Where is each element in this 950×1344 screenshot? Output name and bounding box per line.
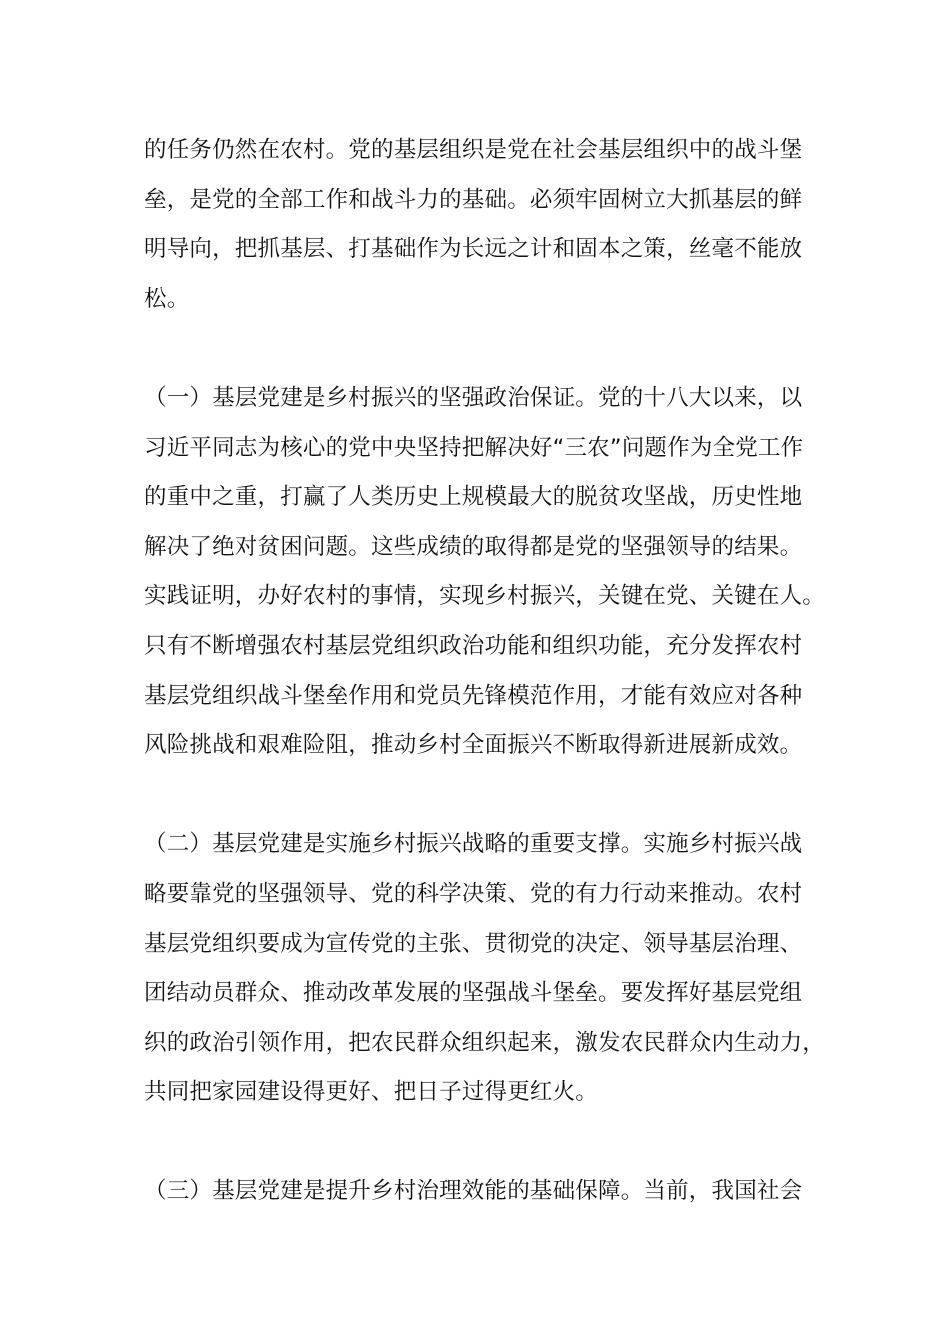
text-line: 基层党组织战斗堡垒作用和党员先锋模范作用，才能有效应对各种 — [144, 682, 803, 709]
paragraph-intro — [144, 126, 834, 324]
text-line: 的重中之重，打赢了人类历史上规模最大的脱贫攻坚战，历史性地 — [144, 484, 803, 511]
text-line: 解决了绝对贫困问题。这些成绩的取得都是党的坚强领导的结果。 — [144, 533, 803, 560]
text-line: 只有不断增强农村基层党组织政治功能和组织功能，充分发挥农村 — [144, 632, 803, 659]
text-line: 实践证明，办好农村的事情，实现乡村振兴，关键在党、关键在人。 — [144, 583, 826, 610]
document-body — [144, 126, 834, 1267]
text-line: 共同把家园建设得更好、把日子过得更红火。 — [144, 1079, 599, 1106]
text-line: （三）基层党建是提升乡村治理效能的基础保障。当前，我国社会 — [144, 1178, 803, 1205]
text-line: 松。 — [144, 285, 190, 312]
text-line: 习近平同志为核心的党中央坚持把解决好“三农”问题作为全党工作 — [144, 434, 804, 461]
text-line: 风险挑战和艰难险阻，推动乡村全面振兴不断取得新进展新成效。 — [144, 732, 803, 759]
text-line: 织的政治引领作用，把农民群众组织起来，激发农民群众内生动力， — [144, 1029, 826, 1056]
text-line: 明导向，把抓基层、打基础作为长远之计和固本之策，丝毫不能放 — [144, 236, 803, 263]
paragraph-section-2 — [144, 820, 834, 1118]
paragraph-section-1 — [144, 374, 834, 771]
text-line: （二）基层党建是实施乡村振兴战略的重要支撑。实施乡村振兴战 — [144, 831, 803, 858]
text-line: 的任务仍然在农村。党的基层组织是党在社会基层组织中的战斗堡 — [144, 137, 803, 163]
text-line: 垒，是党的全部工作和战斗力的基础。必须牢固树立大抓基层的鲜 — [144, 186, 803, 213]
paragraph-section-3 — [144, 1167, 834, 1217]
text-line: 略要靠党的坚强领导、党的科学决策、党的有力行动来推动。农村 — [144, 880, 803, 907]
text-line: （一）基层党建是乡村振兴的坚强政治保证。党的十八大以来，以 — [144, 384, 803, 411]
text-line: 团结动员群众、推动改革发展的坚强战斗堡垒。要发挥好基层党组 — [144, 980, 803, 1007]
text-line: 基层党组织要成为宣传党的主张、贯彻党的决定、领导基层治理、 — [144, 930, 803, 957]
